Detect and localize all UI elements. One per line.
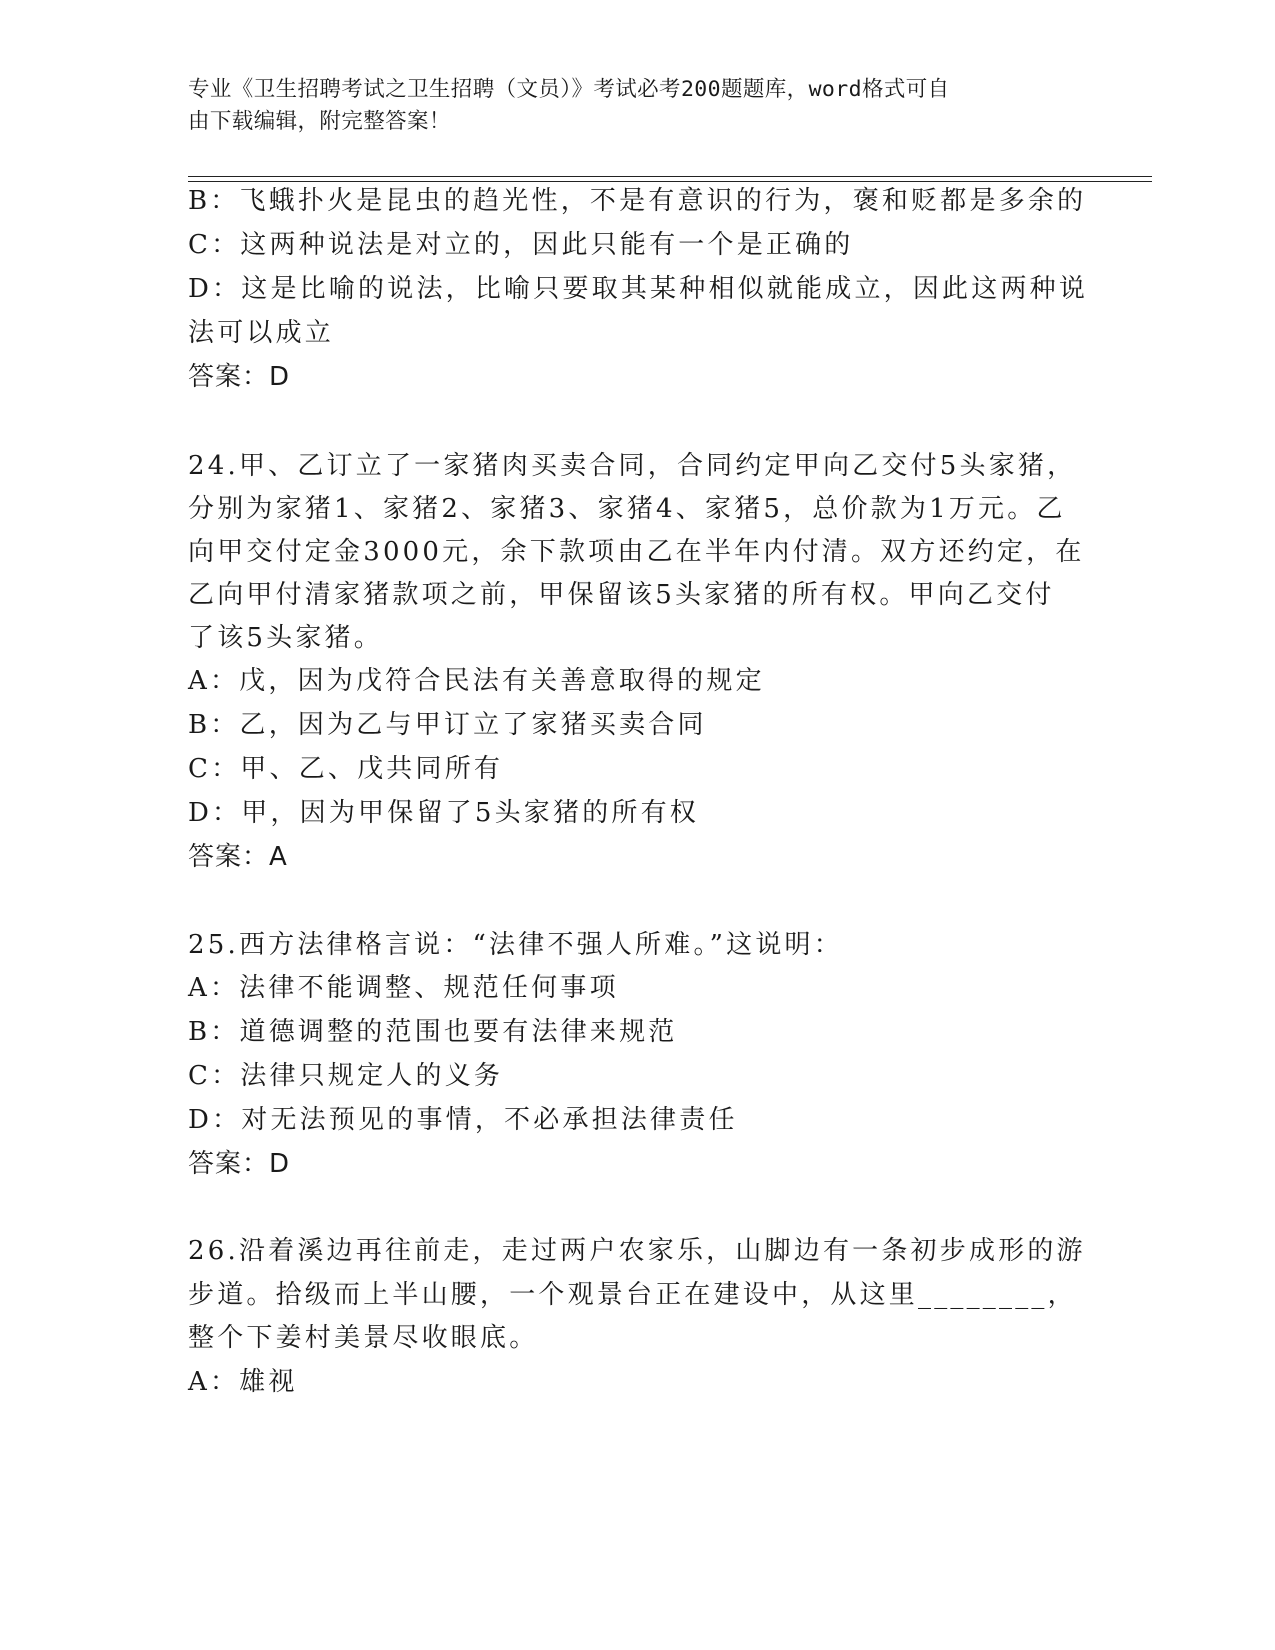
q26-stem-line: 26.沿着溪边再往前走，走过两户农家乐，山脚边有一条初步成形的游 bbox=[188, 1236, 1086, 1266]
q24-stem-line: 了该5头家猪。 bbox=[188, 623, 383, 653]
header-divider-top bbox=[188, 176, 1152, 177]
header-title-line-2: 由下载编辑，附完整答案！ bbox=[188, 109, 451, 134]
q23-option-b: B：飞蛾扑火是昆虫的趋光性，不是有意识的行为，褒和贬都是多余的 bbox=[188, 186, 1087, 216]
q24-option-d: D：甲，因为甲保留了5头家猪的所有权 bbox=[188, 798, 699, 828]
q23-answer: 答案：D bbox=[188, 362, 291, 392]
q23-option-d: D：这是比喻的说法，比喻只要取其某种相似就能成立，因此这两种说 bbox=[188, 274, 1089, 304]
q26-stem-line: 步道。拾级而上半山腰，一个观景台正在建设中，从这里________， bbox=[188, 1280, 1077, 1310]
q25-option-d: D：对无法预见的事情，不必承担法律责任 bbox=[188, 1105, 738, 1135]
q24-stem-line: 向甲交付定金3000元，余下款项由乙在半年内付清。双方还约定，在 bbox=[188, 537, 1085, 567]
q26-option-a: A：雄视 bbox=[188, 1367, 298, 1397]
q26-stem-line: 整个下姜村美景尽收眼底。 bbox=[188, 1323, 539, 1353]
header-divider-bottom bbox=[188, 181, 1152, 182]
q25-option-a: A：法律不能调整、规范任何事项 bbox=[188, 973, 619, 1003]
q24-option-a: A：戊，因为戊符合民法有关善意取得的规定 bbox=[188, 666, 765, 696]
q24-stem-line: 分别为家猪1、家猪2、家猪3、家猪4、家猪5，总价款为1万元。乙 bbox=[188, 494, 1066, 524]
q24-answer: 答案：A bbox=[188, 842, 288, 872]
q23-option-c: C：这两种说法是对立的，因此只能有一个是正确的 bbox=[188, 230, 854, 260]
q25-answer: 答案：D bbox=[188, 1149, 291, 1179]
q24-stem-line: 24.甲、乙订立了一家猪肉买卖合同，合同约定甲向乙交付5头家猪， bbox=[188, 451, 1077, 481]
q25-option-b: B：道德调整的范围也要有法律来规范 bbox=[188, 1017, 678, 1047]
q24-option-b: B：乙，因为乙与甲订立了家猪买卖合同 bbox=[188, 710, 707, 740]
q23-option-d-continued: 法可以成立 bbox=[188, 318, 335, 348]
header-title-line-1: 专业《卫生招聘考试之卫生招聘（文员）》考试必考200题题库，word格式可自 bbox=[188, 77, 950, 102]
q24-stem-line: 乙向甲付清家猪款项之前，甲保留该5头家猪的所有权。甲向乙交付 bbox=[188, 580, 1055, 610]
q24-option-c: C：甲、乙、戊共同所有 bbox=[188, 754, 504, 784]
q25-option-c: C：法律只规定人的义务 bbox=[188, 1061, 504, 1091]
page-header bbox=[188, 74, 1068, 138]
q25-stem: 25.西方法律格言说：“法律不强人所难。”这说明： bbox=[188, 930, 843, 960]
